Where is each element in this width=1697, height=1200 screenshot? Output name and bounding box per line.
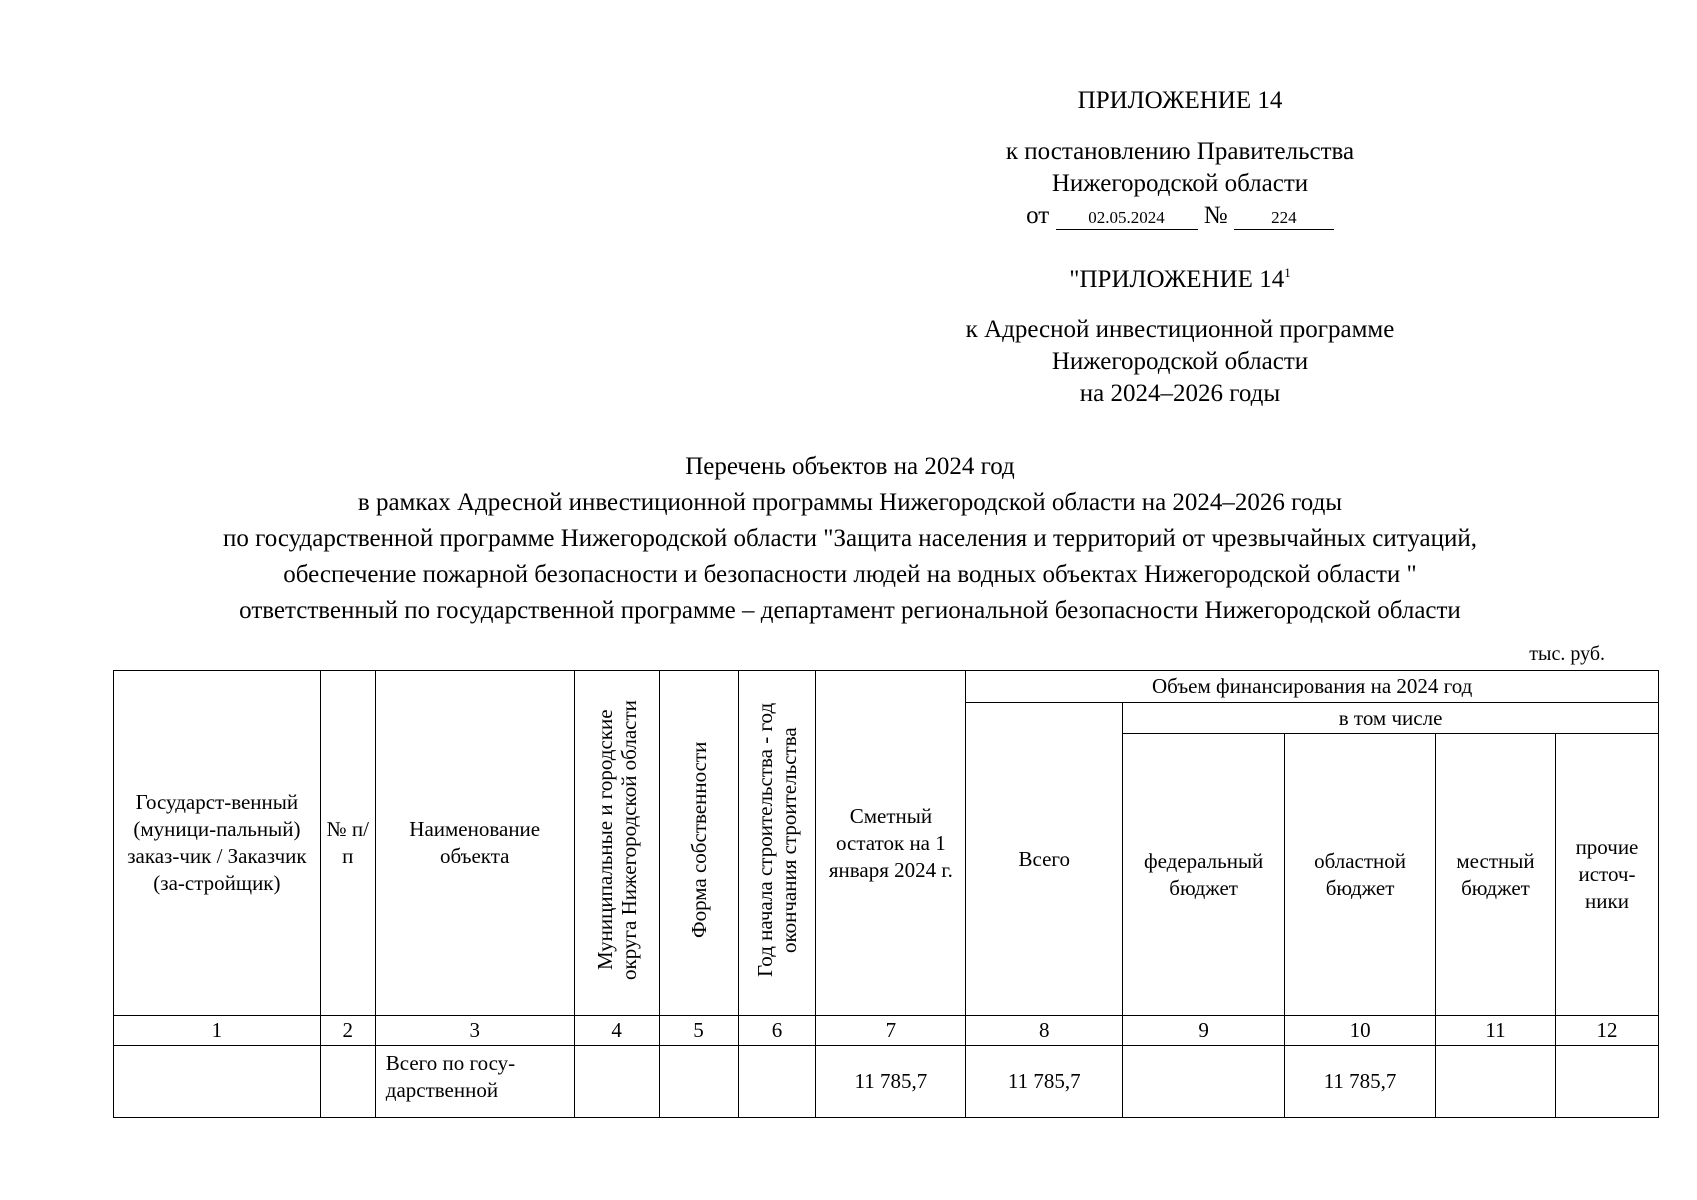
header-municipal-text: Муниципальные и городские округа Нижегородской области — [592, 699, 641, 980]
appendix-title: ПРИЛОЖЕНИЕ 14 — [1077, 87, 1283, 114]
cell-object-name: Всего по госу-дарственной — [375, 1046, 574, 1118]
program-reference — [930, 314, 1430, 410]
decree-number: 224 — [1234, 207, 1334, 230]
objects-table — [113, 670, 1659, 1118]
cell-municipal — [574, 1046, 659, 1118]
header-local: местный бюджет — [1436, 734, 1556, 1016]
title-line-4: обеспечение пожарной безопасности и безопасности людей на водных объектах Нижегородской области " — [283, 561, 1417, 588]
column-number: 6 — [738, 1016, 816, 1046]
cell-years — [738, 1046, 816, 1118]
cell-estimate: 11 785,7 — [816, 1046, 966, 1118]
column-number: 8 — [966, 1016, 1123, 1046]
column-number: 9 — [1123, 1016, 1285, 1046]
program-line-3: на 2024–2026 годы — [1079, 380, 1281, 407]
cell-local — [1436, 1046, 1556, 1118]
document-title — [60, 449, 1640, 629]
title-line-3: по государственной программе Нижегородской области "Защита населения и территорий от чрезвычайных ситуаций, — [222, 525, 1477, 552]
cell-regional: 11 785,7 — [1285, 1046, 1436, 1118]
column-number: 1 — [114, 1016, 321, 1046]
cell-total: 11 785,7 — [966, 1046, 1123, 1118]
units-label: тыс. руб. — [1529, 643, 1605, 665]
header-customer: Государст-венный (муници-пальный) заказ-чик / Заказчик (за-стройщик) — [114, 671, 321, 1016]
header-ownership — [659, 671, 738, 1016]
title-line-5: ответственный по государственной программе – департамент региональной безопасности Нижегородской области — [239, 597, 1461, 624]
program-appendix-superscript: 1 — [1284, 265, 1291, 280]
header-total: Всего — [966, 703, 1123, 1016]
header-years — [738, 671, 816, 1016]
header-ownership-text: Форма собственности — [686, 741, 711, 938]
title-line-1: Перечень объектов на 2024 год — [685, 453, 1015, 480]
column-number: 11 — [1436, 1016, 1556, 1046]
program-appendix-title — [930, 264, 1430, 299]
header-funding: Объем финансирования на 2024 год — [966, 671, 1659, 703]
decree-line-1: к постановлению Правительства — [1005, 138, 1355, 165]
column-number: 10 — [1285, 1016, 1436, 1046]
cell-num — [320, 1046, 375, 1118]
column-number: 7 — [816, 1016, 966, 1046]
decree-date-number — [930, 200, 1430, 232]
cell-ownership — [659, 1046, 738, 1118]
header-regional: областной бюджет — [1285, 734, 1436, 1016]
program-line-2: Нижегородской области — [1051, 348, 1309, 375]
column-number: 4 — [574, 1016, 659, 1046]
header-other: прочие источ-ники — [1555, 734, 1658, 1016]
title-line-2: в рамках Адресной инвестиционной программы Нижегородской области на 2024–2026 годы — [357, 489, 1343, 516]
program-appendix-title-text: "ПРИЛОЖЕНИЕ 14 — [1069, 266, 1285, 293]
header-object-name: Наименование объекта — [375, 671, 574, 1016]
header-including: в том числе — [1123, 703, 1659, 734]
header-federal: федеральный бюджет — [1123, 734, 1285, 1016]
column-number: 2 — [320, 1016, 375, 1046]
number-label: № — [1203, 202, 1228, 229]
program-line-1: к Адресной инвестиционной программе — [965, 316, 1395, 343]
column-number: 12 — [1555, 1016, 1658, 1046]
decree-line-2: Нижегородской области — [1051, 170, 1309, 197]
cell-customer — [114, 1046, 321, 1118]
decree-reference — [930, 136, 1430, 232]
column-numbers-row — [114, 1016, 1659, 1046]
header-estimate: Сметный остаток на 1 января 2024 г. — [816, 671, 966, 1016]
decree-date: 02.05.2024 — [1056, 207, 1198, 230]
header-municipal — [574, 671, 659, 1016]
from-label: от — [1026, 202, 1050, 229]
cell-other — [1555, 1046, 1658, 1118]
column-number: 5 — [659, 1016, 738, 1046]
column-number: 3 — [375, 1016, 574, 1046]
header-num: № п/п — [320, 671, 375, 1016]
cell-federal — [1123, 1046, 1285, 1118]
header-years-text: Год начала строительства - год окончания строительства — [752, 702, 801, 977]
table-row — [114, 1046, 1659, 1118]
